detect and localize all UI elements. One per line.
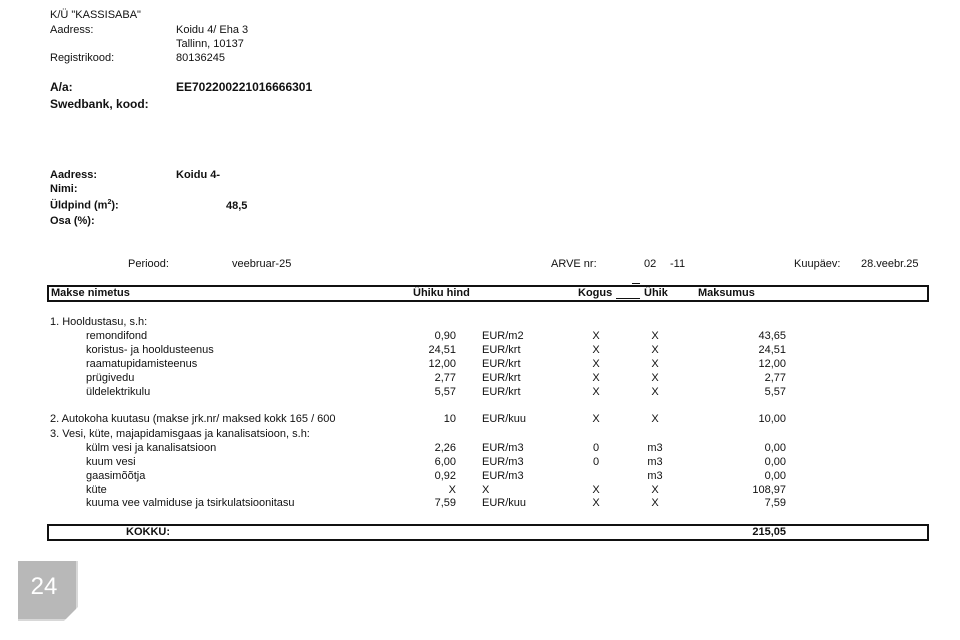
row-unit-price: 12,00 — [428, 358, 456, 370]
client-name-label: Nimi: — [50, 183, 78, 195]
row-amount: 24,51 — [758, 344, 786, 356]
row-quantity: X — [592, 413, 600, 425]
row-quantity: X — [592, 497, 600, 509]
row-price-unit: EUR/m2 — [482, 330, 524, 342]
row-price-unit: EUR/kuu — [482, 413, 527, 425]
row-amount: 108,97 — [752, 484, 786, 496]
invoice-date-label: Kuupäev: — [794, 258, 841, 270]
row-amount: 0,00 — [764, 470, 786, 482]
row-quantity: X — [592, 358, 600, 370]
bank-label: Swedbank, kood: — [50, 97, 149, 111]
row-unit-price: 6,00 — [434, 456, 456, 468]
row-name: üldelektrikulu — [86, 386, 151, 398]
client-area-label: Üldpind $(m^2)$: — [50, 199, 119, 212]
row-unit: X — [651, 484, 659, 496]
row-amount: 0,00 — [764, 442, 786, 454]
row-amount: 5,57 — [764, 386, 786, 398]
row-quantity: X — [592, 372, 600, 384]
row-amount: 10,00 — [758, 413, 786, 425]
row-price-unit: EUR/krt — [482, 344, 521, 356]
row-unit-price: 5,57 — [434, 386, 456, 398]
invoice-number-b: -11 — [670, 258, 686, 270]
table-header-box — [47, 285, 929, 302]
row-unit-price: 2,77 — [434, 372, 456, 384]
row-price-unit: X — [482, 484, 490, 496]
company-address-line1: Koidu 4/ Eha 3 — [176, 24, 249, 36]
row-price-unit: EUR/m3 — [482, 456, 524, 468]
total-label: KOKKU: — [126, 526, 170, 538]
row-unit: X — [651, 413, 659, 425]
header-name: Makse nimetus — [51, 287, 130, 299]
row-unit: X — [651, 372, 659, 384]
page-number: 24 — [30, 573, 58, 600]
row-name: 1. Hooldustasu, s.h: — [50, 316, 148, 328]
row-price-unit: EUR/kuu — [482, 497, 527, 509]
invoice-number-label: ARVE nr: — [551, 258, 597, 270]
row-name: küte — [86, 484, 107, 496]
row-name: kuum vesi — [86, 456, 136, 468]
header-amount: Maksumus — [698, 287, 755, 299]
row-price-unit: EUR/krt — [482, 358, 521, 370]
row-quantity: 0 — [592, 442, 600, 454]
header-underline — [616, 298, 640, 299]
row-unit-price: 0,92 — [434, 470, 456, 482]
company-address-label: Aadress: — [50, 24, 94, 36]
client-area-value: 48,5 — [226, 200, 248, 212]
row-unit: X — [651, 386, 659, 398]
row-quantity: 0 — [592, 456, 600, 468]
account-label: A/a: — [50, 80, 73, 94]
row-unit: m3 — [647, 456, 663, 468]
row-unit: X — [651, 497, 659, 509]
header-tick — [632, 283, 640, 284]
header-quantity: Kogus — [578, 287, 613, 299]
page-number-badge — [18, 561, 78, 621]
row-unit-price: 2,26 — [434, 442, 456, 454]
company-address-line2: Tallinn, 10137 — [176, 38, 244, 50]
row-unit: X — [651, 358, 659, 370]
row-quantity: X — [592, 386, 600, 398]
row-name: gaasimõõtja — [86, 470, 146, 482]
row-name: 3. Vesi, küte, majapidamisgaas ja kanalisatsioon, s.h: — [50, 428, 310, 440]
total-amount: 215,05 — [752, 526, 786, 538]
company-regcode: 80136245 — [176, 52, 225, 64]
period-label: Periood: — [128, 258, 169, 270]
row-amount: 43,65 — [758, 330, 786, 342]
account-number: EE702200221016666301 — [176, 80, 313, 94]
row-unit-price: 0,90 — [434, 330, 456, 342]
row-unit: X — [651, 344, 659, 356]
row-name: koristus- ja hooldusteenus — [86, 344, 214, 356]
row-amount: 0,00 — [764, 456, 786, 468]
company-regcode-label: Registrikood: — [50, 52, 115, 64]
row-unit-price: 10 — [443, 413, 456, 425]
row-name: külm vesi ja kanalisatsioon — [86, 442, 217, 454]
client-address-label: Aadress: — [50, 169, 98, 181]
row-unit: m3 — [647, 470, 663, 482]
row-unit-price: X — [448, 484, 456, 496]
row-name: raamatupidamisteenus — [86, 358, 198, 370]
row-amount: 12,00 — [758, 358, 786, 370]
row-price-unit: EUR/krt — [482, 372, 521, 384]
total-box — [47, 524, 929, 541]
company-name: K/Ü "KASSISABA" — [50, 9, 141, 21]
row-unit-price: 7,59 — [434, 497, 456, 509]
row-name: prügivedu — [86, 372, 135, 384]
row-price-unit: EUR/krt — [482, 386, 521, 398]
row-price-unit: EUR/m3 — [482, 470, 524, 482]
row-name: kuuma vee valmiduse ja tsirkulatsioonitasu — [86, 497, 295, 509]
row-quantity: X — [592, 484, 600, 496]
row-price-unit: EUR/m3 — [482, 442, 524, 454]
row-unit: m3 — [647, 442, 663, 454]
row-amount: 2,77 — [764, 372, 786, 384]
row-name: 2. Autokoha kuutasu (makse jrk.nr/ maksed kokk 165 / 600 — [50, 413, 336, 425]
row-amount: 7,59 — [764, 497, 786, 509]
row-name: remondifond — [86, 330, 148, 342]
row-unit-price: 24,51 — [428, 344, 456, 356]
invoice-date: 28.veebr.25 — [861, 258, 919, 270]
row-quantity: X — [592, 344, 600, 356]
header-unit: Ühik — [644, 287, 668, 299]
invoice-number-a: 02 — [644, 258, 657, 270]
client-address: Koidu 4- — [176, 169, 220, 181]
row-unit: X — [651, 330, 659, 342]
header-unit-price: Ühiku hind — [413, 287, 470, 299]
row-quantity: X — [592, 330, 600, 342]
period-value: veebruar-25 — [232, 258, 292, 270]
client-share-label: Osa (%): — [50, 215, 95, 227]
